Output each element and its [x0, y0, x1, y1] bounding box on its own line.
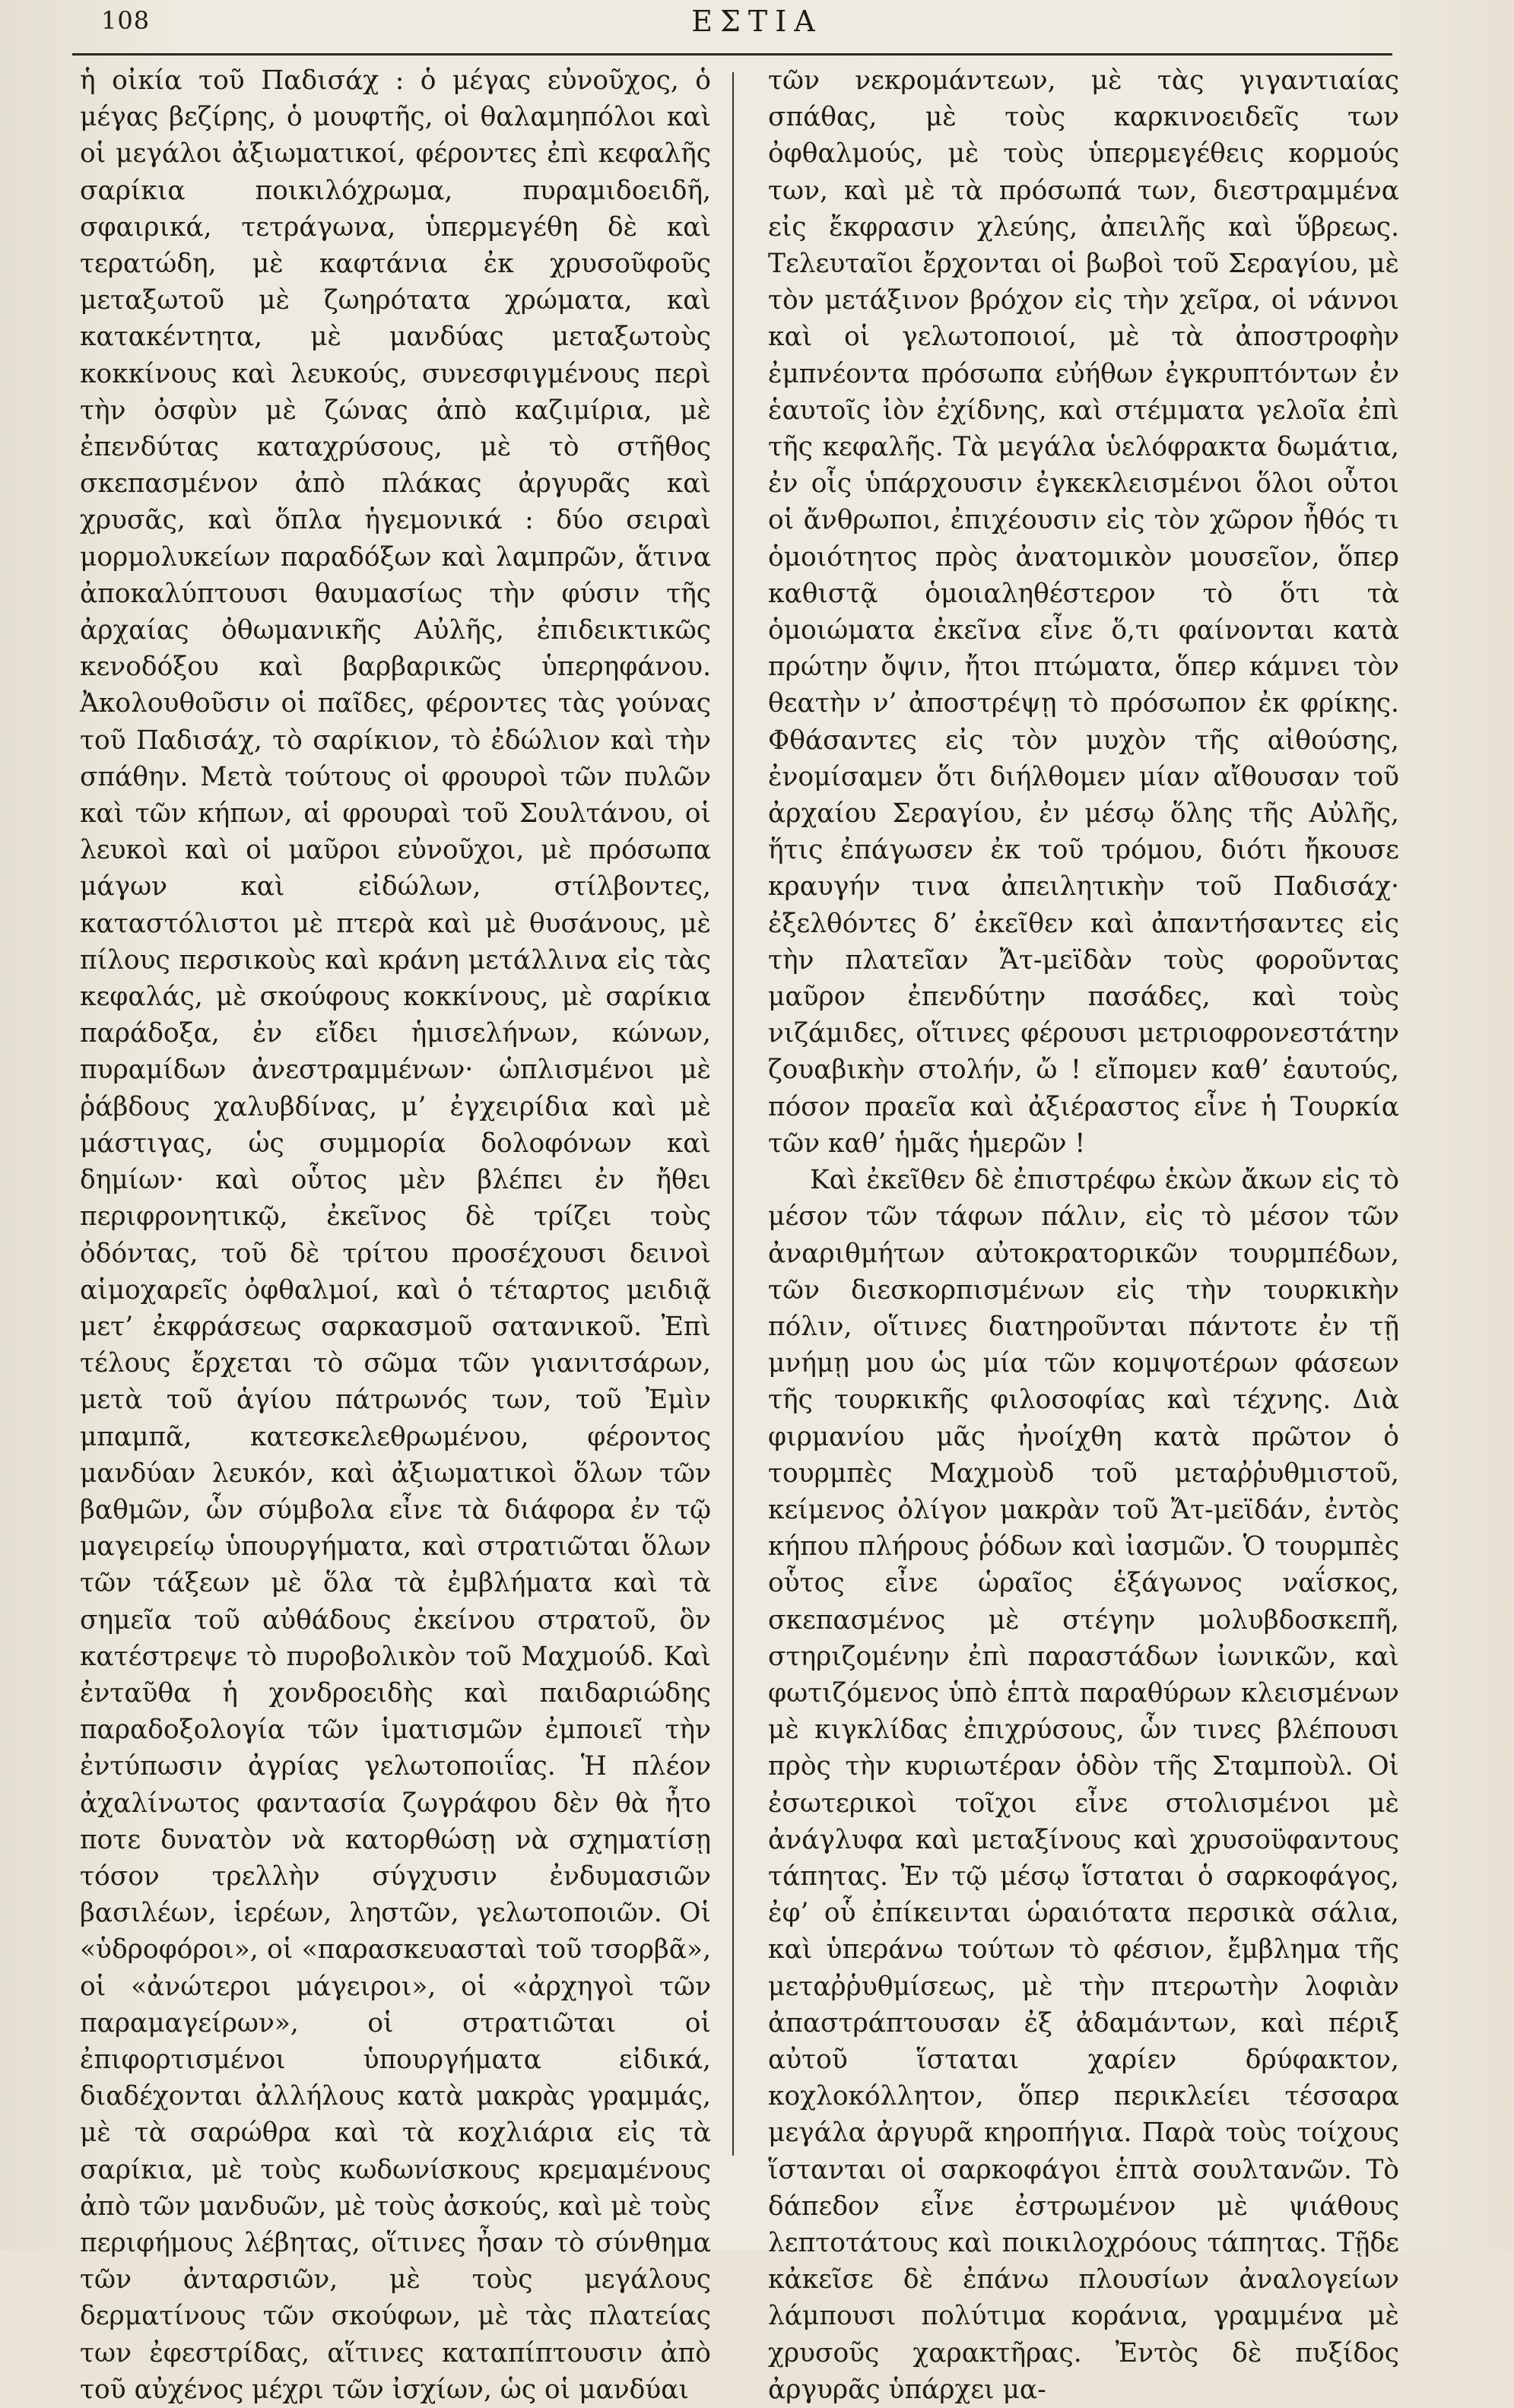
running-head: ΕΣΤΙΑ — [691, 5, 823, 38]
page-header — [72, 0, 1442, 46]
left-column — [80, 62, 711, 2408]
right-paragraph-2: Καὶ ἐκεῖθεν δὲ ἐπιστρέφω ἑκὼν ἄκων εἰς τὸ μέσον τῶν τάφων πάλιν, εἰς τὸ μέσον τῶν ἀναριθμήτων αὐτοκρατορικῶν τουρμπέδων, τῶν διεσκορπισμένων εἰς τὴν τουρκικὴν πόλιν, οἵτινες διατηροῦνται πάντοτε ἐν τῇ μνήμῃ μου ὡς μία τῶν κομψοτέρων φάσεων τῆς τουρκικῆς φιλοσοφίας καὶ τέχνης. Διὰ φιρμανίου μᾶς ἠνοίχθη κατὰ πρῶτον ὁ τουρμπὲς Μαχμοὺδ τοῦ μεταῤῥυθμιστοῦ, κείμενος ὀλίγον μακρὰν τοῦ Ἄτ-μεϊδάν, ἐντὸς κήπου πλήρους ῥόδων καὶ ἰασμῶν. Ὁ τουρμπὲς οὗτος εἶνε ὡραῖος ἑξάγωνος ναΐσκος, σκεπασμένος μὲ στέγην μολυβδοσκεπῆ, στηριζομένην ἐπὶ παραστάδων ἰωνικῶν, καὶ φωτιζόμενος ὑπὸ ἑπτὰ παραθύρων κλεισμένων μὲ κιγκλίδας ἐπιχρύσους, ὧν τινες βλέπουσι πρὸς τὴν κυριωτέραν ὁδὸν τῆς Σταμποὺλ. Οἱ ἐσωτερικοὶ τοῖχοι εἶνε στολισμένοι μὲ ἀνάγλυφα καὶ μεταξίνους καὶ χρυσοϋφαντους τάπητας. Ἐν τῷ μέσῳ ἵσταται ὁ σαρκοφάγος, ἐφ’ οὗ ἐπίκεινται ὡραιότατα περσικὰ σάλια, καὶ ὑπεράνω τούτων τὸ φέσιον, ἔμβλημα τῆς μεταῤῥυθμίσεως, μὲ τὴν πτερωτὴν λοφιὰν ἀπαστράπτουσαν ἐξ ἀδαμάντων, καὶ πέριξ αὐτοῦ ἵσταται χαρίεν δρύφακτον, κοχλοκόλλητον, ὅπερ περικλείει τέσσαρα μεγάλα ἀργυρᾶ κηροπήγια. Παρὰ τοὺς τοίχους ἵστανται οἱ σαρκοφάγοι ἑπτὰ σουλτανῶν. Τὸ δάπεδον εἶνε ἐστρωμένον μὲ ψιάθους λεπτοτάτους καὶ ποικιλοχρόους τάπητας. Τῇδε κἀκεῖσε δὲ ἐπάνω πλουσίων ἀναλογείων λάμπουσι πολύτιμα κοράνια, γραμμένα μὲ χρυσοῦς χαρακτῆρας. Ἐντὸς δὲ πυξίδος ἀργυρᾶς ὑπάρχει μα- — [768, 1165, 1399, 2405]
column-divider — [732, 72, 734, 2156]
right-column — [768, 62, 1399, 2408]
page-number: 108 — [101, 6, 151, 35]
right-paragraph-1: τῶν νεκρομάντεων, μὲ τὰς γιγαντιαίας σπάθας, μὲ τοὺς καρκινοειδεῖς των ὀφθαλμούς, μὲ τοὺς ὑπερμεγέθεις κορμούς των, καὶ μὲ τὰ πρόσωπά των, διεστραμμένα εἰς ἔκφρασιν χλεύης, ἀπειλῆς καὶ ὕβρεως. Τελευταῖοι ἔρχονται οἱ βωβοὶ τοῦ Σεραγίου, μὲ τὸν μετάξινον βρόχον εἰς τὴν χεῖρα, οἱ νάννοι καὶ οἱ γελωτοποιοί, μὲ τὰ ἀποστροφὴν ἐμπνέοντα πρόσωπα εὐήθων ἐγκρυπτόντων ἐν ἑαυτοῖς ἰὸν ἐχίδνης, καὶ στέμματα γελοῖα ἐπὶ τῆς κεφαλῆς. Τὰ μεγάλα ὑελόφρακτα δωμάτια, ἐν οἷς ὑπάρχουσιν ἐγκεκλεισμένοι ὅλοι οὗτοι οἱ ἄνθρωποι, ἐπιχέουσιν εἰς τὸν χῶρον ἦθός τι ὁμοιότητος πρὸς ἀνατομικὸν μουσεῖον, ὅπερ καθιστᾷ ὁμοιαληθέστερον τὸ ὅτι τὰ ὁμοιώματα ἐκεῖνα εἶνε ὅ,τι φαίνονται κατὰ πρώτην ὄψιν, ἤτοι πτώματα, ὅπερ κάμνει τὸν θεατὴν ν’ ἀποστρέψῃ τὸ πρόσωπον ἐκ φρίκης. Φθάσαντες εἰς τὸν μυχὸν τῆς αἰθούσης, ἐνομίσαμεν ὅτι διήλθομεν μίαν αἴθουσαν τοῦ ἀρχαίου Σεραγίου, ἐν μέσῳ ὅλης τῆς Αὐλῆς, ἥτις ἐπάγωσεν ἐκ τοῦ τρόμου, διότι ἤκουσε κραυγήν τινα ἀπειλητικὴν τοῦ Παδισάχ· ἐξελθόντες δ’ ἐκεῖθεν καὶ ἀπαντήσαντες εἰς τὴν πλατεῖαν Ἄτ-μεϊδὰν τοὺς φοροῦντας μαῦρον ἐπενδύτην πασάδες, καὶ τοὺς νιζάμιδες, οἵτινες φέρουσι μετριοφρονεστάτην ζουαβικὴν στολήν, ὤ ! εἴπομεν καθ’ ἑαυτούς, πόσον πραεῖα καὶ ἀξιέραστος εἶνε ἡ Τουρκία τῶν καθ’ ἡμᾶς ἡμερῶν ! — [768, 65, 1399, 1159]
header-rule — [72, 53, 1392, 56]
left-paragraph-1: ἡ οἰκία τοῦ Παδισάχ : ὁ μέγας εὐνοῦχος, ὁ μέγας βεζίρης, ὁ μουφτῆς, οἱ θαλαμηπόλοι καὶ οἱ μεγάλοι ἀξιωματικοί, φέροντες ἐπὶ κεφαλῆς σαρίκια ποικιλόχρωμα, πυραμιδοειδῆ, σφαιρικά, τετράγωνα, ὑπερμεγέθη δὲ καὶ τερατώδη, μὲ καφτάνια ἐκ χρυσοῦφοῦς μεταξωτοῦ μὲ ζωηρότατα χρώματα, καὶ κατακέντητα, μὲ μανδύας μεταξωτοὺς κοκκίνους καὶ λευκούς, συνεσφιγμένους περὶ τὴν ὀσφὺν μὲ ζώνας ἀπὸ καζιμίρια, μὲ ἐπενδύτας καταχρύσους, μὲ τὸ στῆθος σκεπασμένον ἀπὸ πλάκας ἀργυρᾶς καὶ χρυσᾶς, καὶ ὅπλα ἡγεμονικά : δύο σειραὶ μορμολυκείων παραδόξων καὶ λαμπρῶν, ἅτινα ἀποκαλύπτουσι θαυμασίως τὴν φύσιν τῆς ἀρχαίας ὀθωμανικῆς Αὐλῆς, ἐπιδεικτικῶς κενοδόξου καὶ βαρβαρικῶς ὑπερηφάνου. Ἀκολουθοῦσιν οἱ παῖδες, φέροντες τὰς γούνας τοῦ Παδισάχ, τὸ σαρίκιον, τὸ ἐδώλιον καὶ τὴν σπάθην. Μετὰ τούτους οἱ φρουροὶ τῶν πυλῶν καὶ τῶν κήπων, αἱ φρουραὶ τοῦ Σουλτάνου, οἱ λευκοὶ καὶ οἱ μαῦροι εὐνοῦχοι, μὲ πρόσωπα μάγων καὶ εἰδώλων, στίλβοντες, καταστόλιστοι μὲ πτερὰ καὶ μὲ θυσάνους, μὲ πίλους περσικοὺς καὶ κράνη μετάλλινα εἰς τὰς κεφαλάς, μὲ σκούφους κοκκίνους, μὲ σαρίκια παράδοξα, ἐν εἴδει ἡμισελήνων, κώνων, πυραμίδων ἀνεστραμμένων· ὡπλισμένοι μὲ ῥάβδους χαλυβδίνας, μ’ ἐγχειρίδια καὶ μὲ μάστιγας, ὡς συμμορία δολοφόνων καὶ δημίων· καὶ οὗτος μὲν βλέπει ἐν ἤθει περιφρονητικῷ, ἐκεῖνος δὲ τρίζει τοὺς ὀδόντας, τοῦ δὲ τρίτου προσέχουσι δεινοὶ αἱμοχαρεῖς ὀφθαλμοί, καὶ ὁ τέταρτος μειδιᾷ μετ’ ἐκφράσεως σαρκασμοῦ σατανικοῦ. Ἐπὶ τέλους ἔρχεται τὸ σῶμα τῶν γιανιτσάρων, μετὰ τοῦ ἁγίου πάτρωνός των, τοῦ Ἐμὶν μπαμπᾶ, κατεσκελεθρωμένου, φέροντος μανδύαν λευκόν, καὶ ἀξιωματικοὶ ὅλων τῶν βαθμῶν, ὧν σύμβολα εἶνε τὰ διάφορα ἐν τῷ μαγειρείῳ ὑπουργήματα, καὶ στρατιῶται ὅλων τῶν τάξεων μὲ ὅλα τὰ ἐμβλήματα καὶ τὰ σημεῖα τοῦ αὐθάδους ἐκείνου στρατοῦ, ὃν κατέστρεψε τὸ πυροβολικὸν τοῦ Μαχμούδ. Καὶ ἐνταῦθα ἡ χονδροειδὴς καὶ παιδαριώδης παραδοξολογία τῶν ἱματισμῶν ἐμποιεῖ τὴν ἐντύπωσιν ἀγρίας γελωτοποιΐας. Ἡ πλέον ἀχαλίνωτος φαντασία ζωγράφου δὲν θὰ ἦτο ποτε δυνατὸν νὰ κατορθώσῃ νὰ σχηματίσῃ τόσον τρελλὴν σύγχυσιν ἐνδυμασιῶν βασιλέων, ἱερέων, ληστῶν, γελωτοποιῶν. Οἱ «ὑδροφόροι», οἱ «παρασκευασταὶ τοῦ τσορβᾶ», οἱ «ἀνώτεροι μάγειροι», οἱ «ἀρχηγοὶ τῶν παραμαγείρων», οἱ στρατιῶται οἱ ἐπιφορτισμένοι ὑπουργήματα εἰδικά, διαδέχονται ἀλλήλους κατὰ μακρὰς γραμμάς, μὲ τὰ σαρώθρα καὶ τὰ κοχλιάρια εἰς τὰ σαρίκια, μὲ τοὺς κωδωνίσκους κρεμαμένους ἀπὸ τῶν μανδυῶν, μὲ τοὺς ἀσκούς, καὶ μὲ τοὺς περιφήμους λέβητας, οἵτινες ἦσαν τὸ σύνθημα τῶν ἀνταρσιῶν, μὲ τοὺς μεγάλους δερματίνους τῶν σκούφων, μὲ τὰς πλατείας των ἐφεστρίδας, αἵτινες καταπίπτουσιν ἀπὸ τοῦ αὐχένος μέχρι τῶν ἰσχίων, ὡς οἱ μανδύαι — [80, 65, 711, 2405]
